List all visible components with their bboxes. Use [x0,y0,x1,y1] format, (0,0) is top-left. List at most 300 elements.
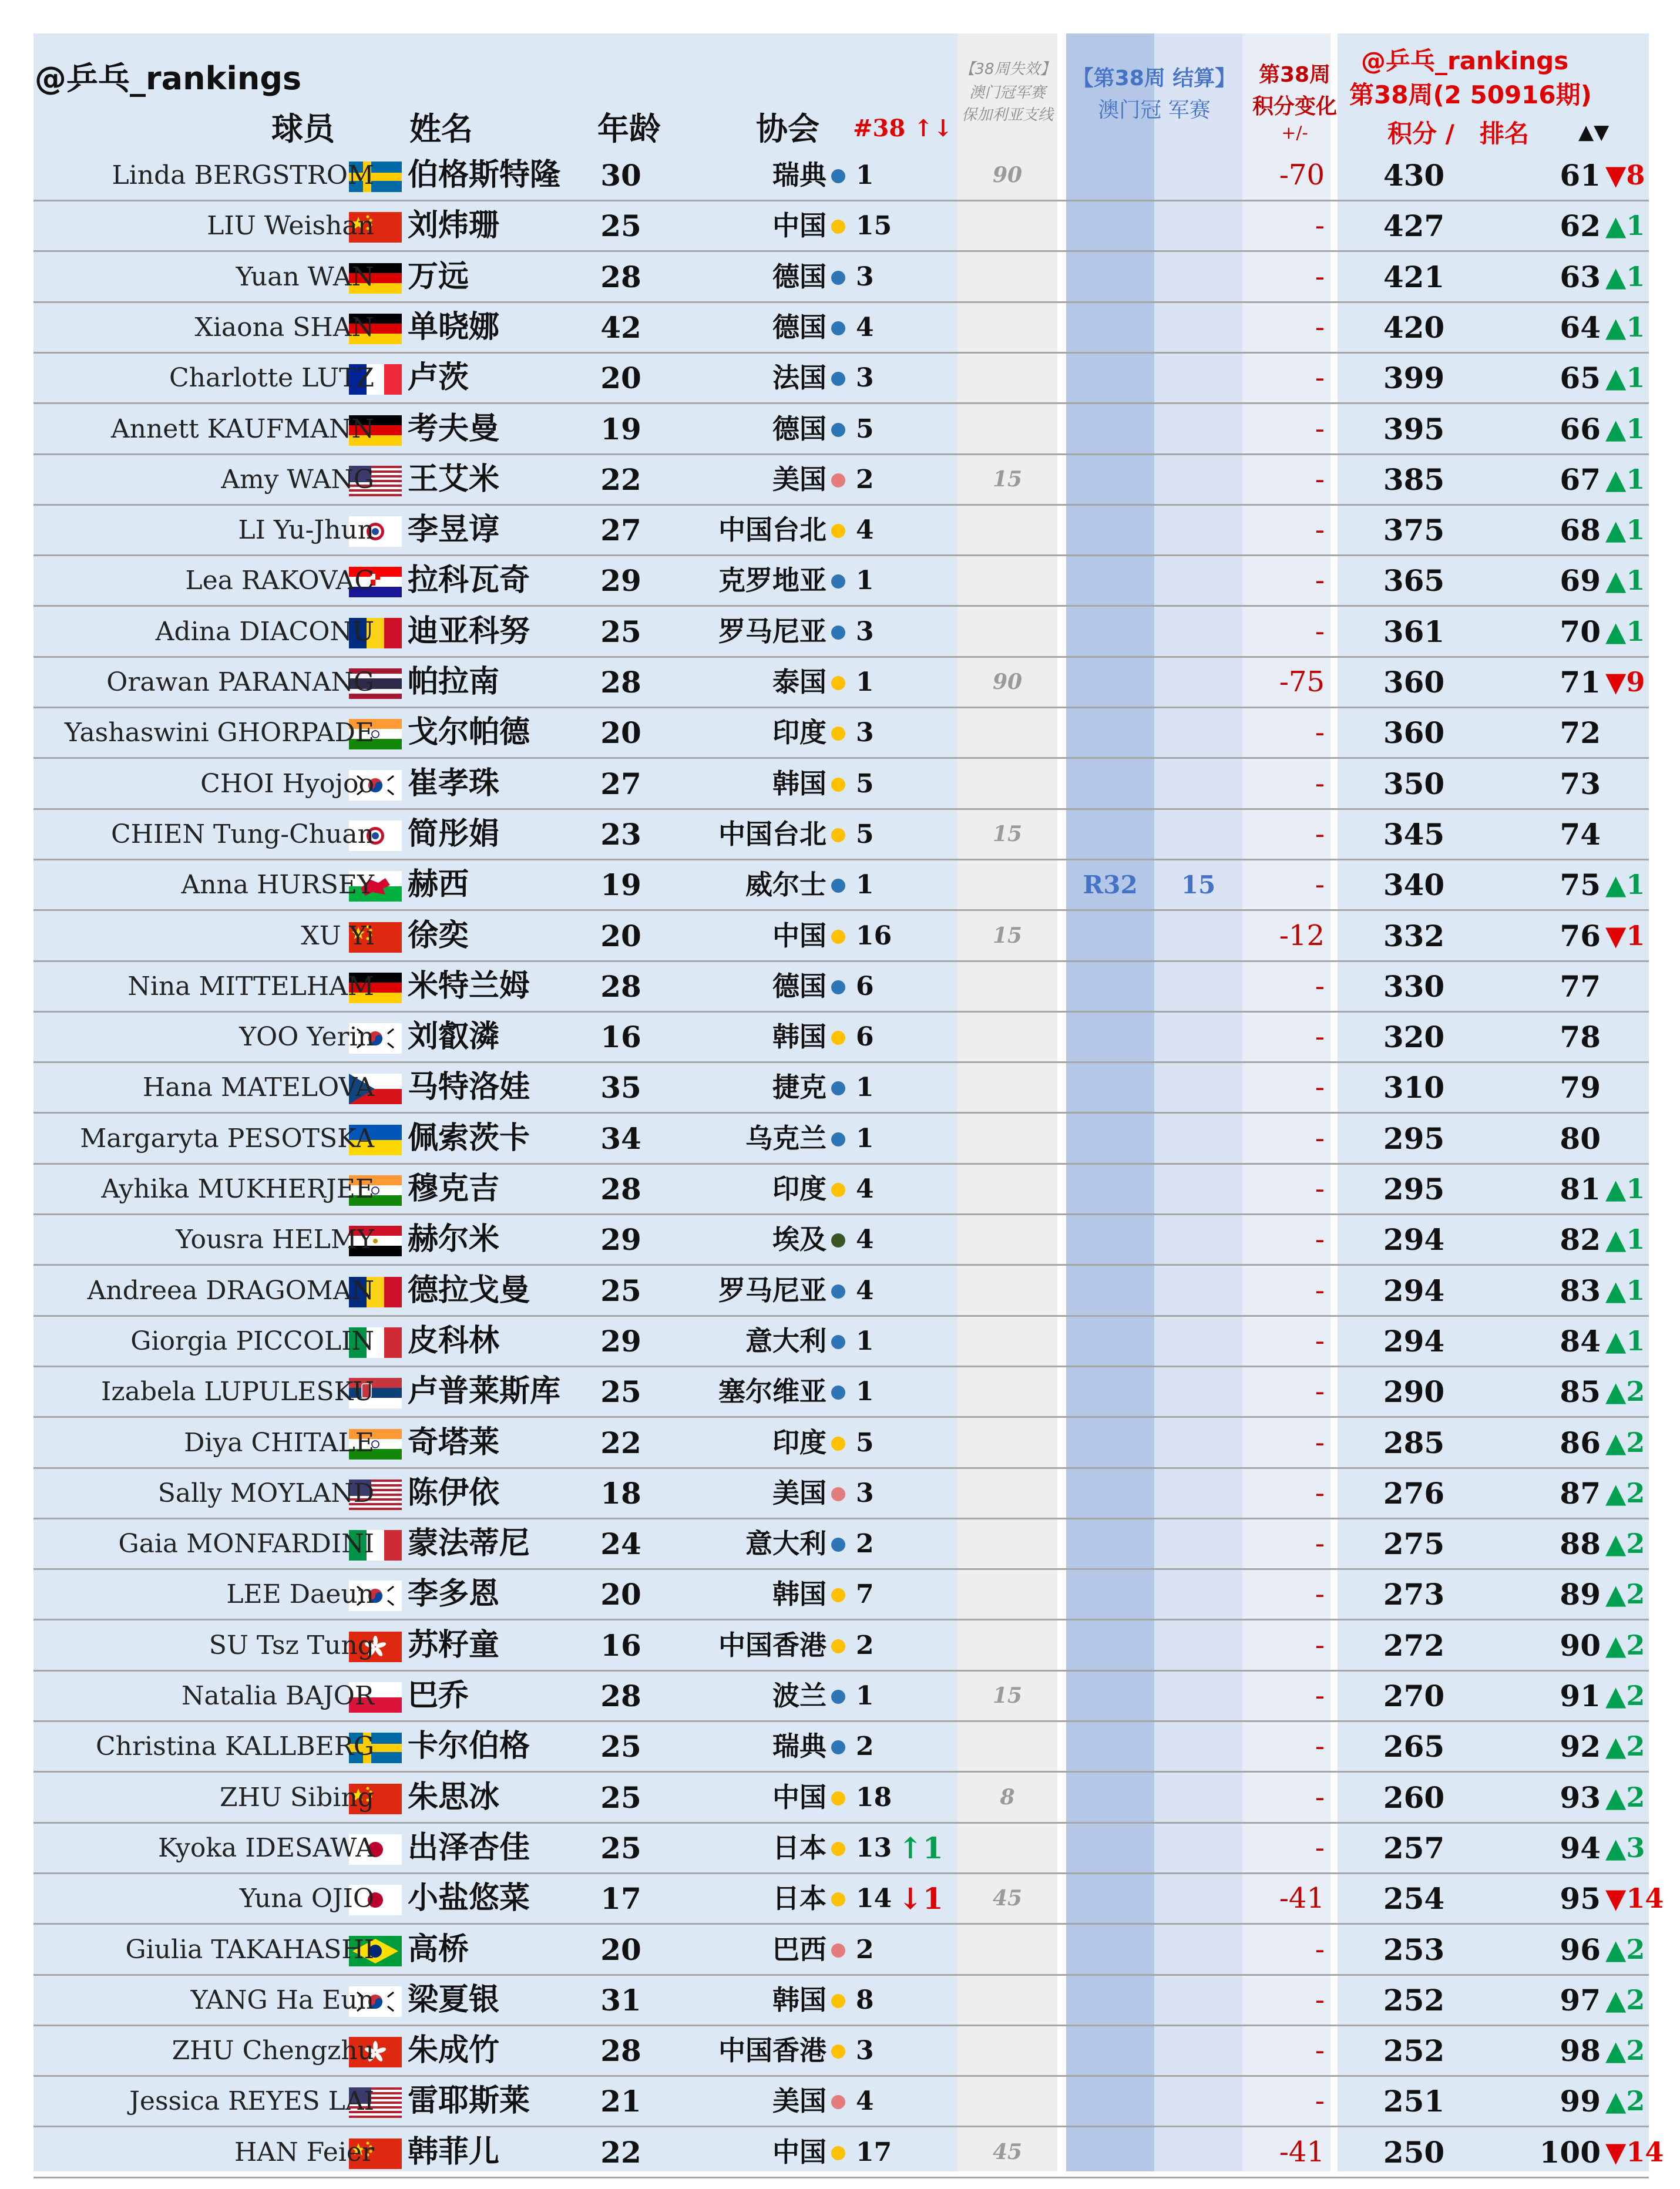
rank-movement: ▲2 [1605,1578,1645,1610]
total-points: 275 [1383,1526,1445,1562]
expiring-points: 8 [1000,1784,1015,1810]
settled-points [1154,2128,1242,2177]
expiring-points: 90 [992,163,1023,187]
lost-header-line2: 澳门冠军赛 [969,84,1046,102]
settled-points [1154,2026,1242,2075]
table-row [33,860,1649,911]
blue-dot-icon [831,423,845,437]
settled-points [1154,303,1242,352]
expiring-points: 15 [992,923,1023,948]
settled-points [1154,1672,1242,1720]
player-age: 29 [600,563,641,598]
settled-points [1154,556,1242,605]
table-row [33,455,1649,506]
world-rank: 90 [1560,1628,1601,1663]
yellow-dot-icon [831,778,845,792]
week-points-change: - [1315,1831,1325,1864]
player-name-cn: 雷耶斯莱 [408,2083,530,2119]
player-age: 22 [600,1425,641,1460]
world-rank: 85 [1560,1374,1601,1410]
player-name-cn: 王艾米 [408,461,500,497]
expiring-points [957,1925,1057,1974]
expiring-points: 15 [992,821,1023,846]
lost-header-title: 【38周失效】 [959,60,1056,78]
association-rank: 4 [856,1174,874,1204]
player-age: 19 [600,867,641,903]
player-age: 25 [600,1273,641,1308]
player-name-en: CHOI Hyojoo [200,768,374,799]
week-points-change: - [1315,1476,1325,1509]
yellow-dot-icon [831,1183,845,1197]
expiring-points [957,2077,1057,2126]
association-rank: 1 [856,667,874,697]
settled-points [1154,912,1242,960]
rank-movement: ▲1 [1605,362,1645,394]
player-name-cn: 巴乔 [408,1678,469,1713]
player-association: 罗马尼亚 [718,615,826,647]
player-age: 25 [600,1830,641,1865]
settled-round [1066,1519,1154,1568]
col-name-header: 姓名 [409,110,473,147]
association-rank: 18 [856,1782,892,1813]
change-header-line1: 第38周 [1258,63,1331,87]
col-move-header: ▲▼ [1578,120,1610,144]
expiring-points [957,405,1057,453]
table-row [33,1063,1649,1114]
blue-dot-icon [831,169,845,183]
settled-round [1066,354,1154,402]
player-association: 韩国 [772,1983,826,2016]
rank-movement: ▲1 [1605,260,1645,292]
total-points: 251 [1383,2084,1445,2119]
association-rank: 2 [856,1529,874,1559]
association-rank: 4 [856,1275,874,1306]
settled-points [1154,810,1242,859]
yellow-dot-icon [831,2045,845,2059]
world-rank: 95 [1560,1881,1601,1916]
table-row [33,201,1649,252]
rank-movement: ▼14 [1605,2136,1664,2168]
settled-points [1154,354,1242,402]
week-points-change: - [1315,513,1325,547]
rank-movement: ▲1 [1605,564,1645,597]
table-row [33,303,1649,354]
player-name-cn: 李多恩 [408,1576,500,1612]
player-name-cn: 迪亚科努 [408,613,530,649]
player-association: 意大利 [745,1324,826,1357]
rank-movement: ▲2 [1605,1528,1645,1560]
total-points: 350 [1383,766,1445,801]
week-points-change: - [1315,1628,1325,1662]
settled-round [1066,1215,1154,1264]
settled-round [1066,1114,1154,1163]
yellow-dot-icon [831,676,845,690]
player-association: 德国 [772,260,826,292]
settled-points [1154,1722,1242,1771]
week-points-change: - [1315,817,1325,850]
settled-round [1066,962,1154,1011]
week-points-change: - [1315,1020,1325,1054]
player-association: 捷克 [772,1071,826,1104]
player-name-en: LIU Weishan [207,211,374,241]
settle-header-title: 【第38周 结算】 [1072,66,1237,90]
player-age: 28 [600,2033,641,2069]
total-points: 360 [1383,715,1445,751]
total-points: 361 [1383,614,1445,649]
player-name-en: HAN Feier [234,2137,374,2167]
player-name-cn: 戈尔帕德 [408,715,530,751]
settled-points [1154,1215,1242,1264]
player-name-en: Diya CHITALE [184,1427,374,1458]
world-rank: 73 [1560,766,1601,801]
rank-movement: ▲1 [1605,311,1645,343]
world-rank: 62 [1560,209,1601,244]
player-name-en: Yuan WAN [236,261,374,292]
player-age: 16 [600,1020,641,1055]
total-points: 257 [1383,1830,1445,1865]
player-age: 19 [600,411,641,446]
total-points: 340 [1383,867,1445,903]
expiring-points [957,1621,1057,1670]
expiring-points [957,1824,1057,1872]
settled-round [1066,1672,1154,1720]
total-points: 272 [1383,1628,1445,1663]
table-row [33,1824,1649,1874]
player-age: 28 [600,1679,641,1713]
world-rank: 64 [1560,310,1601,345]
total-points: 260 [1383,1780,1445,1815]
total-points: 385 [1383,462,1445,497]
expiring-points [957,1367,1057,1416]
player-association: 法国 [772,362,826,394]
total-points: 290 [1383,1374,1445,1410]
player-association: 中国 [772,919,826,951]
world-rank: 96 [1560,1932,1601,1967]
player-association: 中国香港 [718,1629,826,1661]
settled-round [1066,1418,1154,1467]
association-rank: 13 [856,1832,892,1863]
blue-dot-icon [831,980,845,994]
world-rank: 65 [1560,361,1601,396]
total-points: 360 [1383,665,1445,700]
expiring-points [957,1013,1057,1061]
table-row [33,1367,1649,1418]
settled-round [1066,1165,1154,1213]
player-name-en: YANG Ha Eun [190,1985,374,2015]
expiring-points [957,354,1057,402]
table-row [33,1469,1649,1519]
association-rank: 3 [856,718,874,748]
green-dot-icon [831,1233,845,1248]
settled-points [1154,1367,1242,1416]
week-points-change: - [1315,1273,1325,1307]
player-name-cn: 赫西 [408,867,469,903]
player-name-cn: 韩菲儿 [408,2134,500,2170]
week-points-change: - [1315,2034,1325,2067]
player-name-en: LI Yu-Jhun [238,515,374,546]
right-period: 第38周(2 50916期) [1349,80,1592,109]
week-points-change: - [1315,1071,1325,1104]
player-association: 中国 [772,2136,826,2168]
rank-movement: ▲1 [1605,615,1645,647]
week-points-change: -75 [1279,665,1325,698]
col-assoc-header: 协会 [756,110,819,147]
week-points-change: - [1315,1932,1325,1966]
pink-dot-icon [831,473,845,487]
player-age: 20 [600,715,641,751]
player-name-cn: 考夫曼 [408,411,500,446]
association-rank: 4 [856,312,874,342]
table-row [33,708,1649,759]
settled-round [1066,2077,1154,2126]
player-association: 德国 [772,970,826,1002]
rank-movement: ▲2 [1605,2085,1645,2117]
total-points: 330 [1383,969,1445,1004]
association-rank: 1 [856,160,874,190]
player-association: 美国 [772,1477,826,1509]
association-rank: 17 [856,2137,892,2167]
player-name-en: Xiaona SHAN [194,312,374,342]
association-rank: 4 [856,1225,874,1255]
total-points: 427 [1383,209,1445,244]
association-rank: 3 [856,2036,874,2066]
pink-dot-icon [831,2095,845,2109]
player-name-en: Yashaswini GHORPADE [64,718,374,748]
player-name-cn: 刘叡潾 [408,1019,500,1055]
total-points: 294 [1383,1323,1445,1359]
player-association: 巴西 [772,1933,826,1965]
yellow-dot-icon [831,2146,845,2160]
week-points-change: - [1315,868,1325,902]
player-age: 25 [600,1780,641,1815]
table-row [33,1976,1649,2026]
player-association: 克罗地亚 [718,564,826,597]
settled-round [1066,506,1154,554]
rank-movement: ▲1 [1605,1173,1645,1205]
association-rank: 6 [856,1022,874,1053]
week-points-change: - [1315,1527,1325,1561]
association-rank: 3 [856,1478,874,1508]
association-rank: 16 [856,920,892,951]
world-rank: 70 [1560,614,1601,649]
week-points-change: - [1315,1780,1325,1814]
blue-dot-icon [831,626,845,640]
table-row [33,354,1649,404]
player-age: 29 [600,1222,641,1257]
association-rank: 3 [856,363,874,394]
association-rank: 4 [856,2086,874,2117]
expiring-points [957,1722,1057,1771]
world-rank: 84 [1560,1323,1601,1359]
settled-round [1066,1063,1154,1112]
table-row [33,253,1649,303]
settled-points [1154,1824,1242,1872]
player-association: 乌克兰 [745,1122,826,1154]
player-age: 35 [600,1070,641,1105]
blue-dot-icon [831,1081,845,1095]
world-rank: 83 [1560,1273,1601,1308]
total-points: 252 [1383,1982,1445,2017]
player-association: 韩国 [772,1021,826,1053]
total-points: 270 [1383,1679,1445,1713]
table-row [33,607,1649,658]
world-rank: 74 [1560,816,1601,852]
player-name-en: Lea RAKOVAC [185,566,374,596]
player-name-en: Linda BERGSTROM [112,160,374,190]
settled-points [1154,607,1242,656]
total-points: 276 [1383,1475,1445,1511]
player-name-cn: 万远 [408,258,469,294]
association-rank: 5 [856,413,874,444]
player-name-en: Giulia TAKAHASHI [125,1934,374,1965]
settled-round: R32 [1083,870,1138,900]
week-points-change: - [1315,1223,1325,1256]
col-age-header: 年龄 [597,110,661,147]
total-points: 253 [1383,1932,1445,1967]
player-name-en: Natalia BAJOR [182,1681,374,1711]
settled-round [1066,1824,1154,1872]
week-points-change: - [1315,1425,1325,1459]
player-name-en: Izabela LUPULESKU [101,1377,374,1407]
pink-dot-icon [831,1943,845,1958]
yellow-dot-icon [831,220,845,234]
yellow-dot-icon [831,1639,845,1653]
rank-movement: ▲2 [1605,1983,1645,2016]
yellow-dot-icon [831,1031,845,1045]
world-rank: 66 [1560,411,1601,446]
change-header-line3: +/- [1281,123,1308,143]
world-rank: 76 [1560,918,1601,953]
player-age: 34 [600,1121,641,1156]
total-points: 310 [1383,1070,1445,1105]
settled-points [1154,1013,1242,1061]
player-age: 20 [600,361,641,396]
association-rank: 1 [856,1681,874,1711]
table-header [33,33,1649,151]
total-points: 252 [1383,2033,1445,2069]
player-association: 印度 [772,717,826,749]
player-association: 中国 [772,1781,826,1813]
settled-points [1154,1063,1242,1112]
settled-points [1154,1925,1242,1974]
rank-movement: ▲3 [1605,1831,1645,1864]
player-association: 印度 [772,1426,826,1458]
settled-round [1066,1773,1154,1822]
pink-dot-icon [831,1487,845,1501]
association-rank: 4 [856,515,874,546]
settled-points [1154,962,1242,1011]
player-name-cn: 高桥 [408,1931,469,1967]
world-rank: 63 [1560,259,1601,294]
brand-title: @乒乓_rankings [35,60,302,97]
player-name-cn: 朱成竹 [408,2033,500,2069]
player-association: 中国 [772,210,826,242]
total-points: 265 [1383,1729,1445,1764]
rank-movement: ▲2 [1605,1933,1645,1965]
rank-movement: ▲2 [1605,1680,1645,1711]
settled-round [1066,759,1154,808]
world-rank: 68 [1560,513,1601,548]
player-name-cn: 卢普莱斯库 [408,1374,561,1410]
association-rank-change: ↑1 [898,1830,943,1865]
expiring-points [957,1519,1057,1568]
total-points: 395 [1383,411,1445,446]
player-association: 德国 [772,412,826,445]
world-rank: 82 [1560,1222,1601,1257]
player-age: 28 [600,259,641,294]
player-age: 25 [600,1374,641,1410]
table-row [33,2026,1649,2077]
world-rank: 80 [1560,1121,1601,1156]
player-association: 中国香港 [718,2035,826,2067]
player-name-cn: 朱思冰 [408,1779,500,1815]
settled-round [1066,912,1154,960]
player-association: 瑞典 [772,1730,826,1763]
player-name-cn: 奇塔莱 [408,1424,500,1460]
player-name-cn: 拉科瓦奇 [408,563,530,598]
association-rank: 7 [856,1579,874,1610]
settled-points [1154,253,1242,301]
association-rank: 2 [856,1630,874,1660]
total-points: 285 [1383,1425,1445,1460]
association-rank: 2 [856,1731,874,1762]
world-rank: 92 [1560,1729,1601,1764]
settled-round [1066,556,1154,605]
rank-movement: ▼14 [1605,1882,1664,1915]
settled-points [1154,201,1242,250]
player-association: 韩国 [772,1578,826,1610]
association-rank: 3 [856,616,874,647]
week-points-change: - [1315,1121,1325,1155]
player-association: 韩国 [772,767,826,799]
rank-movement: ▼9 [1605,666,1645,698]
world-rank: 93 [1560,1780,1601,1815]
player-name-cn: 崔孝珠 [408,765,500,801]
settled-round [1066,1317,1154,1366]
settled-round [1066,151,1154,200]
player-name-en: Kyoka IDESAWA [157,1832,374,1863]
player-name-en: Andreea DRAGOMAN [87,1275,374,1306]
player-age: 25 [600,209,641,244]
player-name-en: LEE Daeun [226,1579,374,1610]
player-name-en: ZHU Chengzhu [172,2036,374,2066]
association-rank: 2 [856,1934,874,1965]
week-points-change: - [1315,1730,1325,1763]
player-name-en: Orawan PARANANG [106,667,374,697]
player-name-cn: 梁夏银 [408,1982,500,2017]
table-row [33,658,1649,708]
player-age: 20 [600,1932,641,1967]
rank-movement: ▲1 [1605,1324,1645,1357]
world-rank: 72 [1560,715,1601,751]
settled-round [1066,1367,1154,1416]
association-rank: 3 [856,261,874,292]
settled-points [1154,2077,1242,2126]
week-points-change: - [1315,766,1325,800]
settled-round [1066,658,1154,707]
expiring-points: 15 [992,1683,1023,1708]
player-name-en: Sally MOYLAND [157,1478,374,1508]
expiring-points [957,759,1057,808]
player-age: 29 [600,1323,641,1359]
settled-points [1154,506,1242,554]
week-points-change: - [1315,361,1325,395]
expiring-points [957,253,1057,301]
player-age: 28 [600,969,641,1004]
player-association: 中国台北 [718,818,826,850]
yellow-dot-icon [831,1437,845,1451]
association-rank: 1 [856,1123,874,1154]
